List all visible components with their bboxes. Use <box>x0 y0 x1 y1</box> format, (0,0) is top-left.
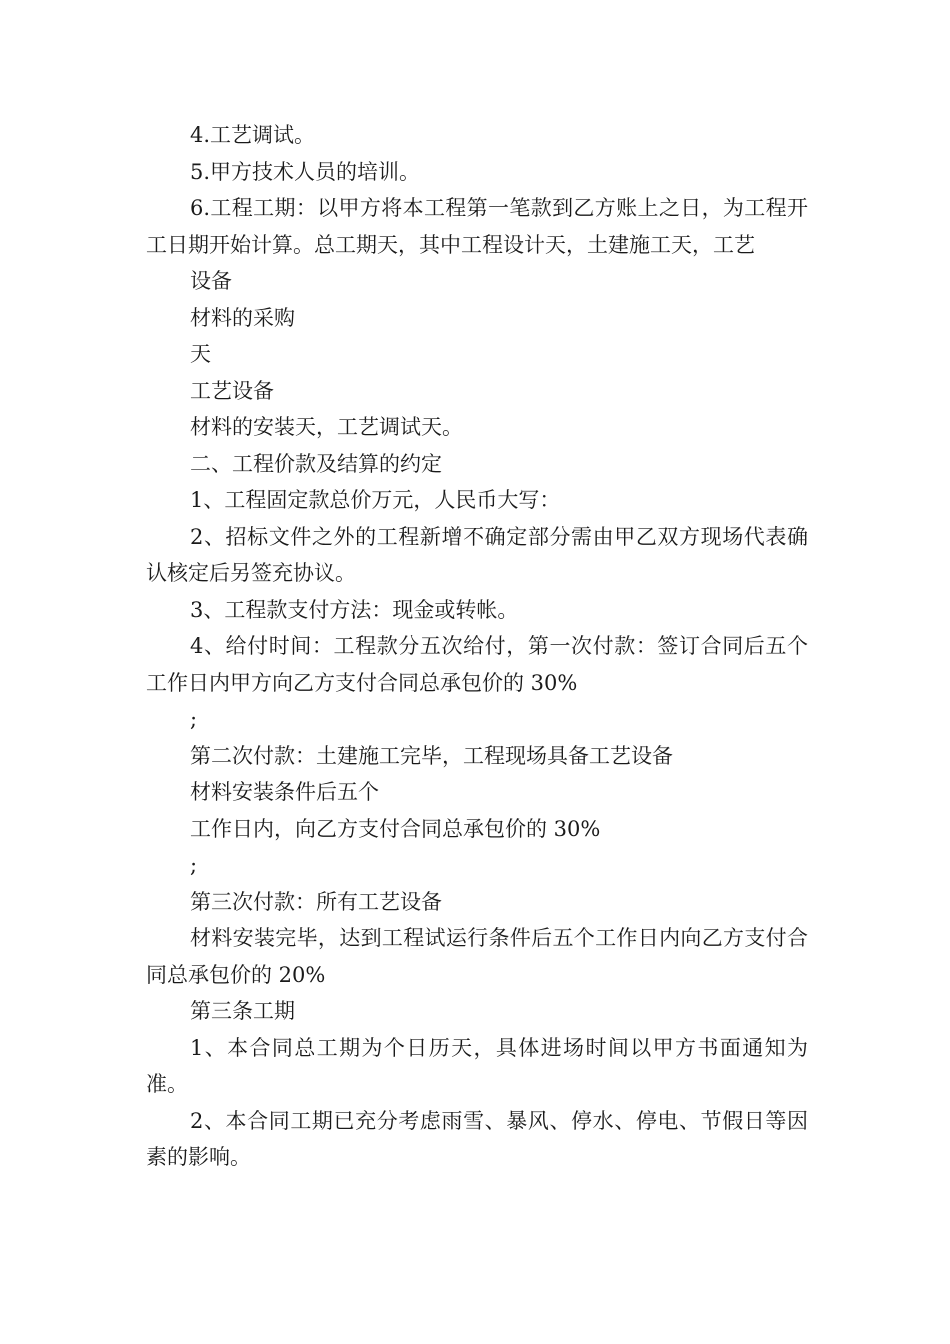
paragraph-1: 4.工艺调试。 <box>190 123 316 147</box>
paragraph-23: 2、本合同工期已充分考虑雨雪、暴风、停水、停电、节假日等因素的影响。 <box>146 1108 808 1169</box>
paragraph-8: 材料的安装天，工艺调试天。 <box>190 415 463 439</box>
paragraph-18: ; <box>190 853 198 877</box>
paragraph-15: 第二次付款：土建施工完毕，工程现场具备工艺设备 <box>190 743 673 768</box>
paragraph-17: 工作日内，向乙方支付合同总承包价的 30% <box>190 816 601 841</box>
paragraph-20: 材料安装完毕，达到工程试运行条件后五个工作日内向乙方支付合同总承包价的 20% <box>146 926 808 987</box>
paragraph-7: 工艺设备 <box>190 378 274 403</box>
paragraph-22: 1、本合同总工期为个日历天，具体进场时间以甲方书面通知为准。 <box>146 1035 808 1096</box>
paragraph-6: 天 <box>190 342 211 366</box>
paragraph-11: 2、招标文件之外的工程新增不确定部分需由甲乙双方现场代表确认核定后另签充协议。 <box>146 524 808 585</box>
paragraph-14: ; <box>190 707 198 731</box>
paragraph-16: 材料安装条件后五个 <box>190 780 379 804</box>
paragraph-4: 设备 <box>190 269 232 293</box>
paragraph-3: 6.工程工期：以甲方将本工程第一笔款到乙方账上之日，为工程开工日期开始计算。总工期天，其中工程设计天，土建施工天，工艺 <box>146 196 808 257</box>
paragraph-5: 材料的采购 <box>190 305 295 330</box>
document-body <box>146 117 808 1176</box>
paragraph-19: 第三次付款：所有工艺设备 <box>190 889 442 914</box>
paragraph-2: 5.甲方技术人员的培训。 <box>190 159 421 184</box>
paragraph-10: 1、工程固定款总价万元，人民币大写： <box>190 488 561 512</box>
section-heading-schedule: 第三条工期 <box>190 999 295 1023</box>
paragraph-13: 4、给付时间：工程款分五次给付，第一次付款：签订合同后五个工作日内甲方向乙方支付合同总承包价的 30% <box>146 634 808 695</box>
paragraph-12: 3、工程款支付方法：现金或转帐。 <box>190 597 519 622</box>
section-heading-price: 二、工程价款及结算的约定 <box>190 451 442 476</box>
